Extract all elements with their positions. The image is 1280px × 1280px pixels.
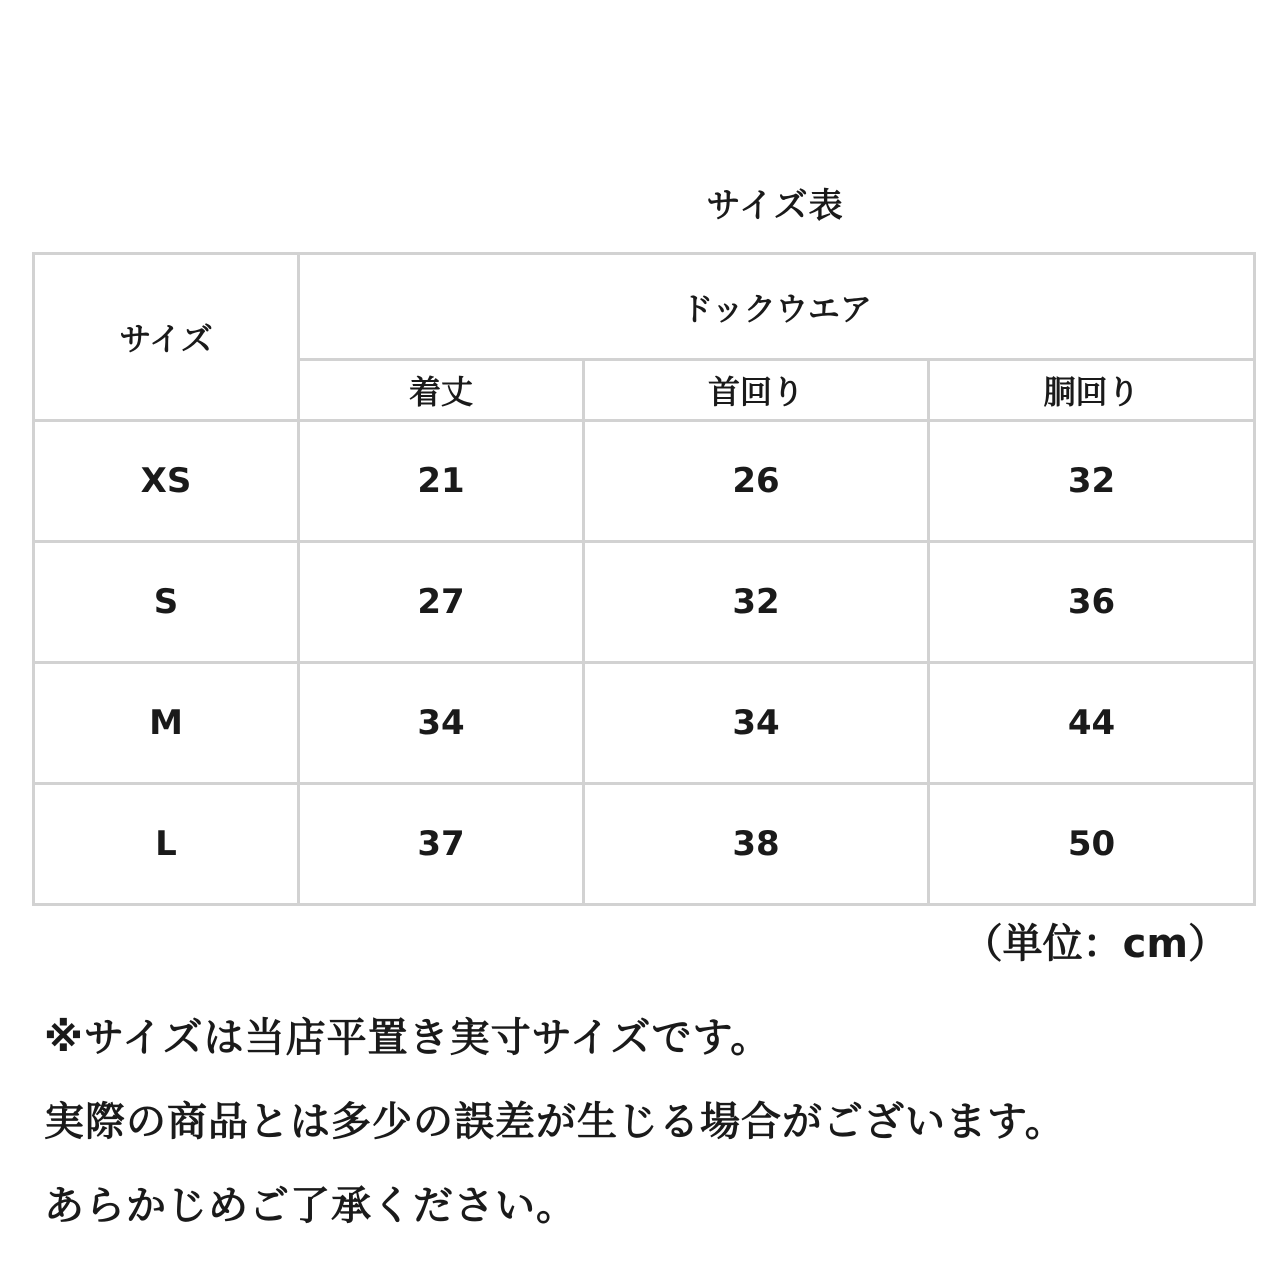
size-column-header: サイズ <box>34 254 299 421</box>
unit-note: （単位：cm） <box>962 921 1228 967</box>
table-row <box>34 421 1255 542</box>
table-row <box>34 663 1255 784</box>
length-cell: 21 <box>299 421 584 542</box>
size-cell: XS <box>34 421 299 542</box>
note-line: 実際の商品とは多少の誤差が生じる場合がございます。 <box>44 1099 1066 1145</box>
chest-cell: 50 <box>929 784 1255 905</box>
chest-cell: 32 <box>929 421 1255 542</box>
chest-cell: 36 <box>929 542 1255 663</box>
size-cell: S <box>34 542 299 663</box>
size-cell: L <box>34 784 299 905</box>
table-row <box>34 542 1255 663</box>
length-cell: 37 <box>299 784 584 905</box>
neck-cell: 38 <box>584 784 929 905</box>
size-table <box>32 252 1256 906</box>
length-cell: 34 <box>299 663 584 784</box>
neck-cell: 32 <box>584 542 929 663</box>
neck-column-header: 首回り <box>584 360 929 421</box>
table-row <box>34 784 1255 905</box>
chest-column-header: 胴回り <box>929 360 1255 421</box>
neck-cell: 26 <box>584 421 929 542</box>
length-cell: 27 <box>299 542 584 663</box>
garment-group-header: ドックウエア <box>299 254 1255 360</box>
note-line: ※サイズは当店平置き実寸サイズです。 <box>44 1015 772 1061</box>
note-line: あらかじめご了承ください。 <box>44 1183 577 1229</box>
neck-cell: 34 <box>584 663 929 784</box>
size-cell: M <box>34 663 299 784</box>
notes-block <box>44 996 1264 1248</box>
chest-cell: 44 <box>929 663 1255 784</box>
page-title: サイズ表 <box>706 186 844 226</box>
length-column-header: 着丈 <box>299 360 584 421</box>
